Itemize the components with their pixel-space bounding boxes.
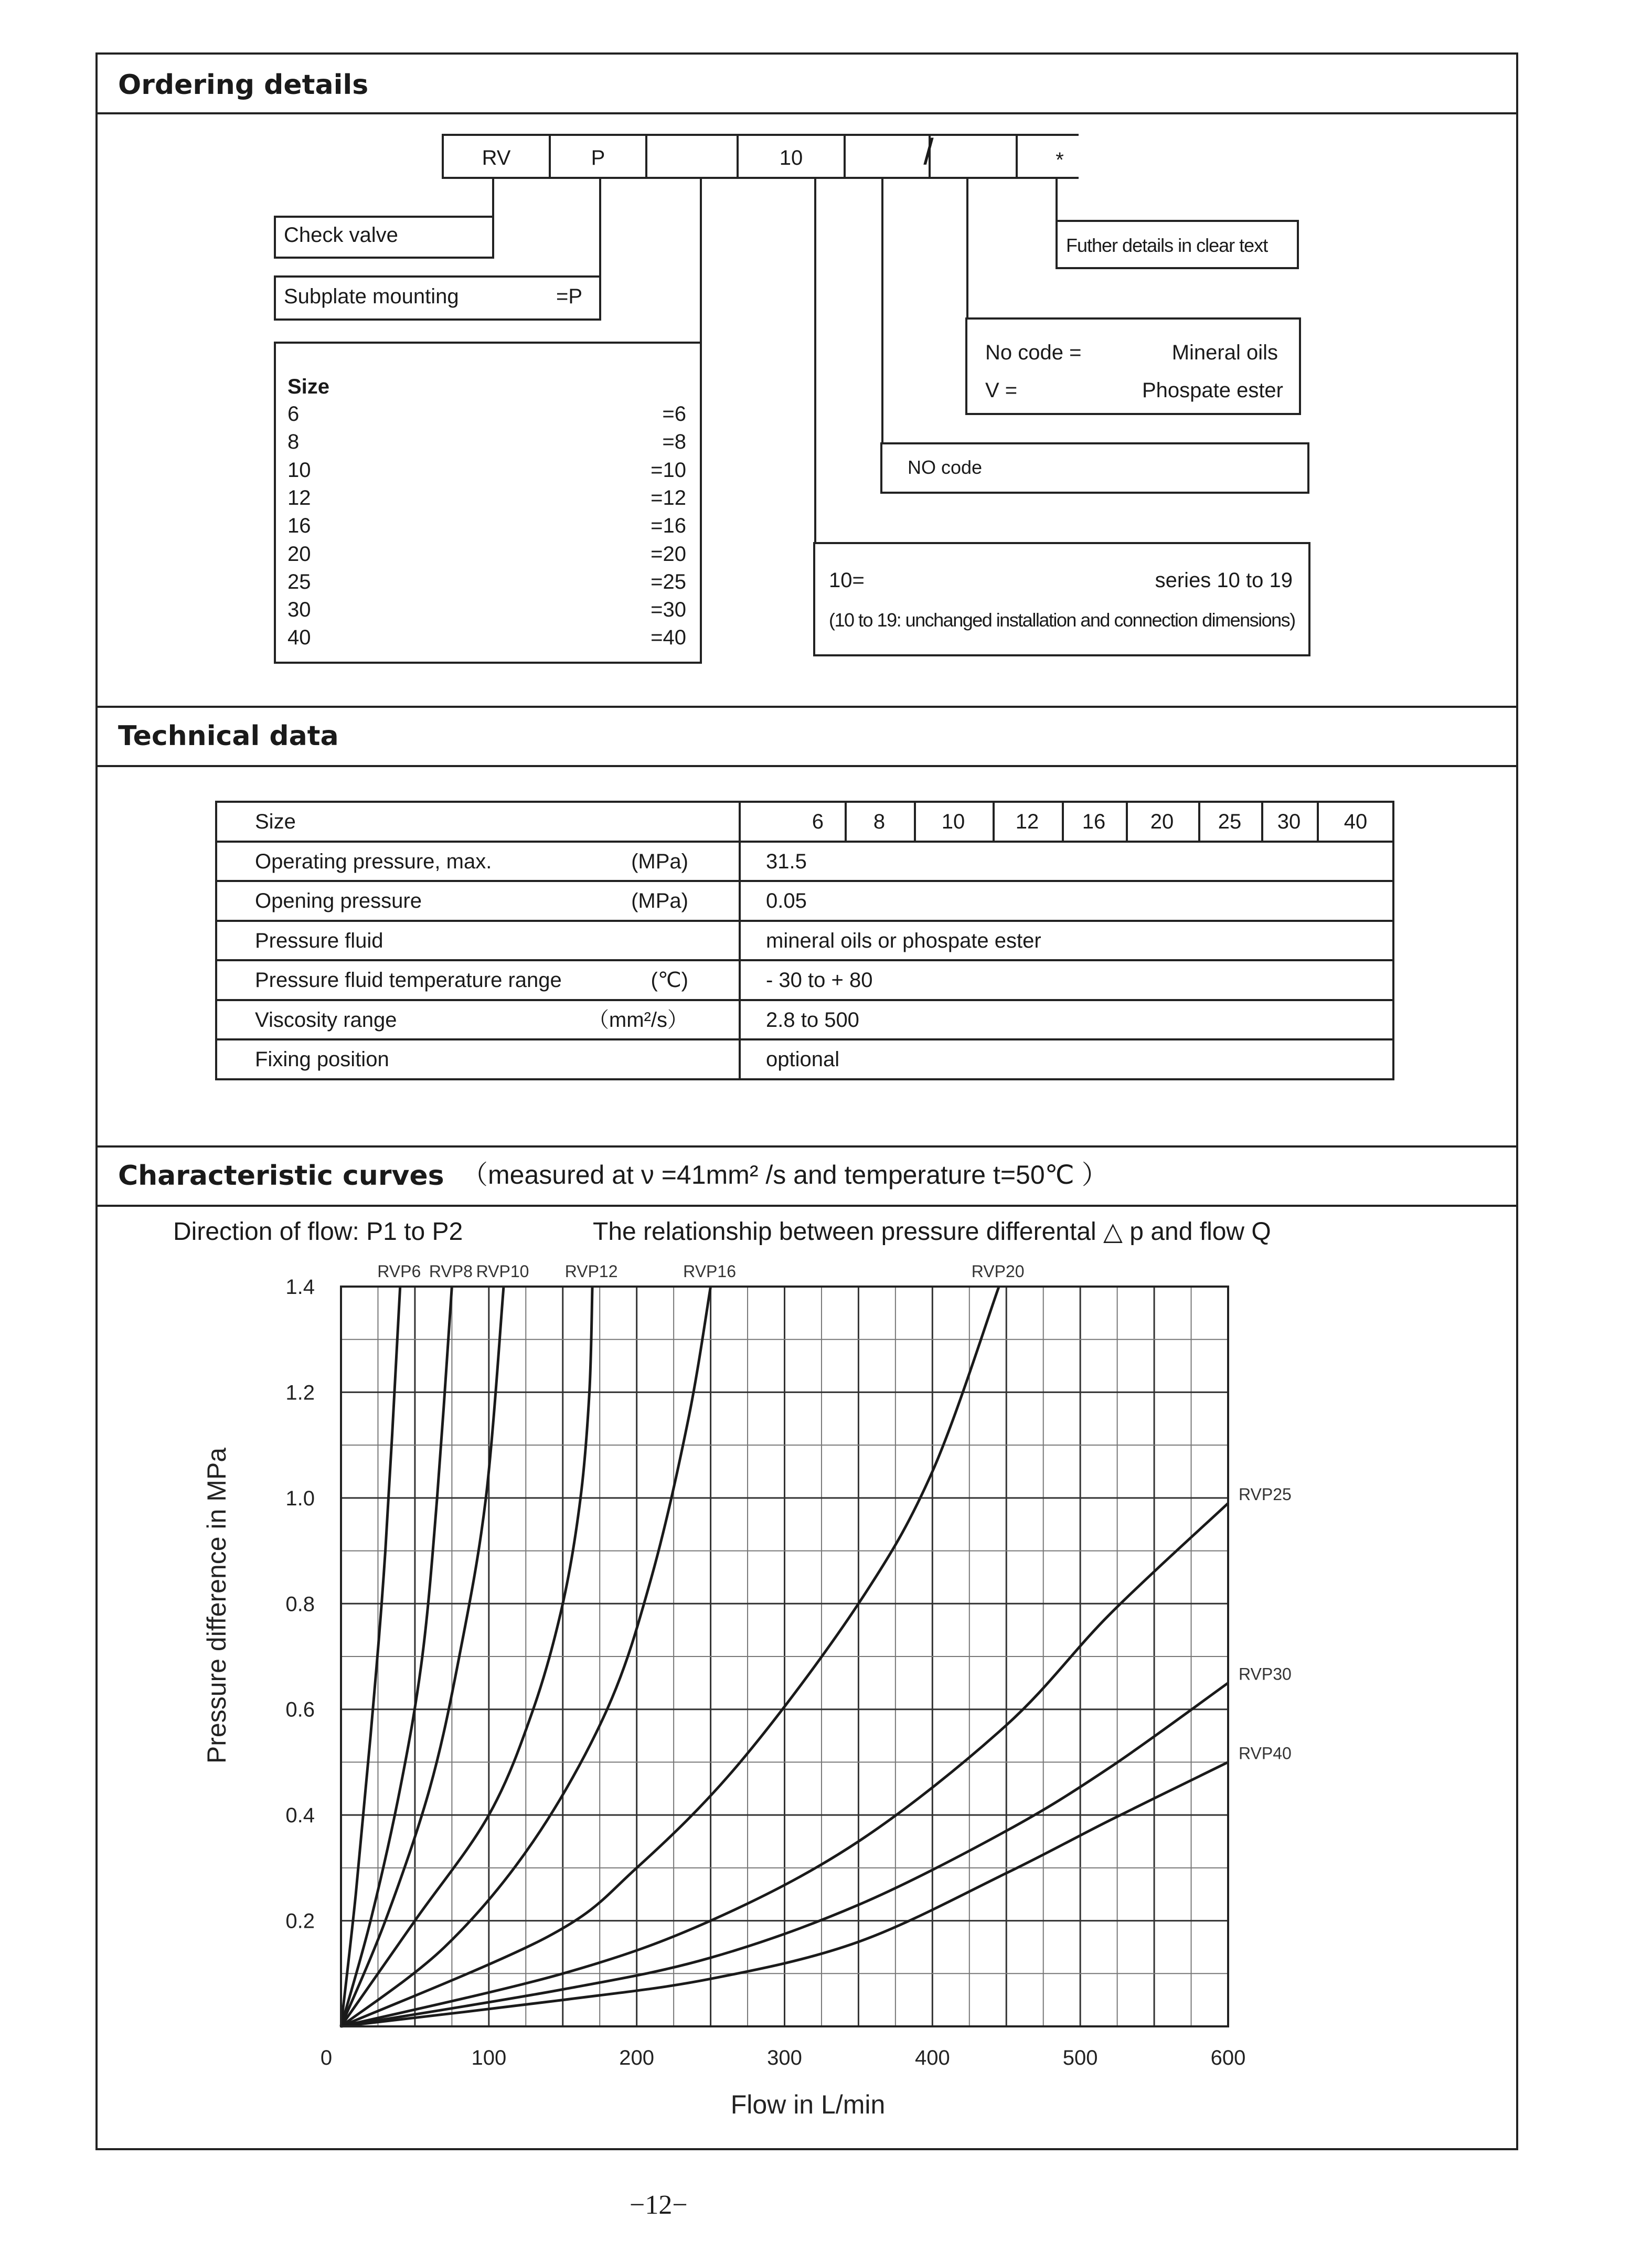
- table-size-value: 40: [1344, 810, 1368, 833]
- table-row-label: Opening pressure: [255, 889, 422, 912]
- characteristic-curves-heading: Characteristic curves: [118, 1160, 444, 1192]
- y-tick-label: 1.2: [285, 1381, 315, 1405]
- size-option-code: =40: [651, 626, 686, 650]
- size-option: 40: [287, 626, 311, 650]
- size-option-code: =20: [651, 542, 686, 566]
- code-slash: /: [923, 131, 934, 172]
- table-row-label: Viscosity range: [255, 1008, 397, 1032]
- ordering-details-heading: Ordering details: [118, 69, 369, 101]
- technical-data-heading: Technical data: [118, 720, 339, 752]
- table-size-label: Size: [255, 810, 296, 833]
- size-option-code: =8: [662, 430, 686, 454]
- series-value: series 10 to 19: [1155, 569, 1293, 592]
- no-code-label: NO code: [908, 456, 983, 478]
- code-10: 10: [779, 146, 803, 169]
- size-option-code: =16: [651, 514, 686, 538]
- table-size-value: 16: [1082, 810, 1106, 833]
- series-label: RVP16: [683, 1262, 736, 1281]
- table-row-value: optional: [766, 1048, 840, 1071]
- y-tick-label: 0.4: [285, 1804, 315, 1828]
- y-tick-label: 0.2: [285, 1909, 315, 1933]
- series-label: RVP30: [1239, 1664, 1292, 1684]
- series-label: RVP20: [971, 1262, 1025, 1281]
- check-valve-label: Check valve: [284, 224, 398, 247]
- table-row-unit: (MPa): [631, 889, 688, 912]
- characteristic-curves-note: （measured at ν =41mm² /s and temperature t=50℃ ）: [462, 1160, 1108, 1189]
- table-row-value: 31.5: [766, 849, 807, 873]
- code-rv: RV: [482, 146, 511, 169]
- code-p: P: [591, 146, 605, 169]
- table-size-value: 10: [941, 810, 965, 833]
- series-code: 10=: [829, 569, 865, 592]
- size-option: 16: [287, 514, 311, 538]
- table-row-label: Pressure fluid: [255, 929, 383, 952]
- x-tick-label: 600: [1210, 2046, 1246, 2069]
- size-option: 6: [287, 402, 300, 426]
- table-row-value: 0.05: [766, 889, 807, 912]
- y-tick-label: 1.0: [285, 1486, 315, 1510]
- relationship-label: The relationship between pressure differental △ p and flow Q: [593, 1218, 1271, 1246]
- size-option: 30: [287, 598, 311, 622]
- series-label: RVP6: [377, 1262, 421, 1281]
- x-tick-label: 400: [914, 2046, 950, 2069]
- size-option: 20: [287, 542, 311, 566]
- x-axis-label: Flow in L/min: [730, 2090, 886, 2119]
- series-label: RVP40: [1239, 1744, 1292, 1763]
- size-header: Size: [287, 375, 330, 398]
- size-option: 10: [287, 458, 311, 482]
- size-option: 12: [287, 486, 311, 509]
- x-tick-label: 100: [471, 2046, 507, 2069]
- size-option-code: =25: [651, 570, 686, 593]
- table-row-label: Operating pressure, max.: [255, 849, 492, 873]
- table-size-value: 12: [1015, 810, 1039, 833]
- x-tick-label: 0: [320, 2046, 333, 2069]
- seal-no-code: No code =: [985, 341, 1082, 364]
- table-row-label: Fixing position: [255, 1048, 389, 1071]
- size-option-code: =30: [651, 598, 686, 622]
- size-option-code: =12: [651, 486, 686, 509]
- y-tick-label: 0.6: [285, 1698, 315, 1722]
- size-option: 8: [287, 430, 300, 454]
- table-size-value: 8: [873, 810, 886, 833]
- table-row-value: 2.8 to 500: [766, 1008, 859, 1032]
- series-label: RVP10: [476, 1262, 529, 1281]
- series-label: RVP12: [564, 1262, 618, 1281]
- table-row-value: - 30 to + 80: [766, 969, 873, 992]
- table-size-value: 30: [1277, 810, 1301, 833]
- table-size-value: 6: [812, 810, 824, 833]
- x-tick-label: 200: [619, 2046, 655, 2069]
- subplate-mounting-code: =P: [556, 285, 583, 308]
- table-row-unit: (℃): [651, 969, 688, 992]
- table-size-value: 25: [1218, 810, 1242, 833]
- code-star: *: [1056, 148, 1064, 172]
- x-tick-label: 300: [767, 2046, 802, 2069]
- table-row-unit: (MPa): [631, 849, 688, 873]
- subplate-mounting-label: Subplate mounting: [284, 285, 459, 308]
- table-row-value: mineral oils or phospate ester: [766, 929, 1041, 952]
- flow-direction-label: Direction of flow: P1 to P2: [173, 1218, 463, 1246]
- table-row-label: Pressure fluid temperature range: [255, 969, 562, 992]
- x-tick-label: 500: [1062, 2046, 1098, 2069]
- seal-v: V =: [985, 379, 1018, 402]
- size-option-code: =6: [662, 402, 686, 426]
- table-row-unit: （mm²/s）: [588, 1008, 688, 1032]
- y-tick-label: 1.4: [285, 1276, 315, 1299]
- y-tick-label: 0.8: [285, 1592, 315, 1616]
- page-number: −12−: [630, 2190, 688, 2220]
- seal-phospate-ester: Phospate ester: [1142, 379, 1283, 402]
- series-label: RVP25: [1239, 1484, 1292, 1504]
- size-option-code: =10: [651, 458, 686, 482]
- y-axis-label: Pressure difference in MPa: [202, 1447, 231, 1764]
- size-option: 25: [287, 570, 311, 593]
- table-size-value: 20: [1150, 810, 1174, 833]
- further-details-label: Futher details in clear text: [1066, 235, 1268, 256]
- series-note: (10 to 19: unchanged installation and connection dimensions): [829, 609, 1295, 631]
- seal-mineral-oils: Mineral oils: [1171, 341, 1278, 364]
- series-label: RVP8: [429, 1262, 473, 1281]
